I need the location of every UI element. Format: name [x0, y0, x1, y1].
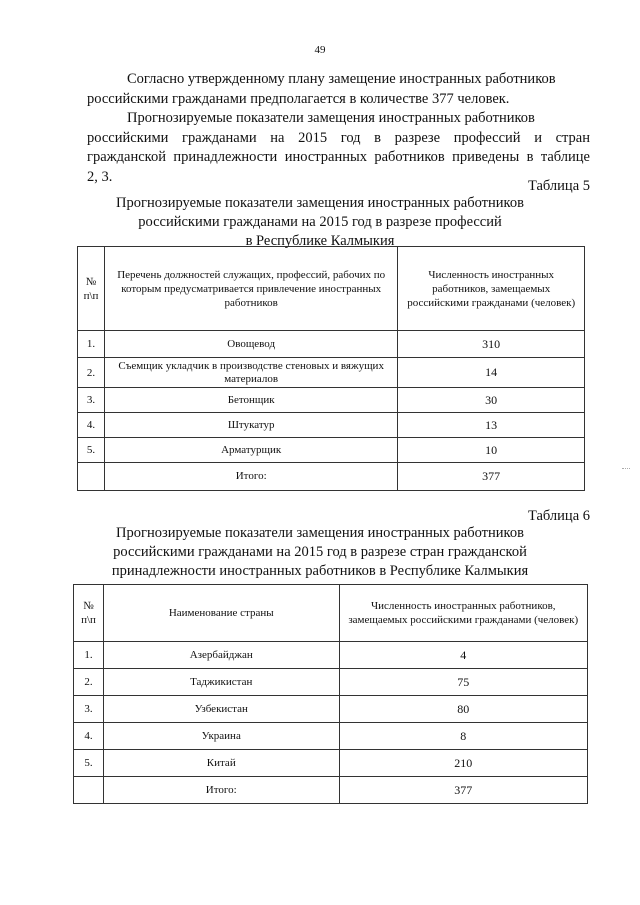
text-line: гражданской принадлежности иностранных работников приведены в таблице: [87, 149, 590, 165]
row-country: Китай: [103, 750, 339, 777]
header-count: Численность иностранных работников, замещаемых российскими гражданами (человек): [398, 247, 585, 331]
row-profession: Бетонщик: [104, 388, 397, 413]
header-count: Численность иностранных работников, замещаемых российскими гражданами (человек): [339, 585, 588, 642]
forecast-paragraph: [87, 109, 590, 187]
row-country: Азербайджан: [103, 642, 339, 669]
row-number: 5.: [78, 438, 105, 463]
table-header-row: [74, 585, 588, 642]
row-number: 2.: [78, 358, 105, 388]
row-number: 3.: [74, 696, 104, 723]
intro-paragraph: [87, 70, 590, 109]
row-count: 14: [398, 358, 585, 388]
total-label: Итого:: [103, 777, 339, 804]
row-number: 5.: [74, 750, 104, 777]
header-number: № п\п: [74, 585, 104, 642]
page-number: 49: [314, 44, 326, 56]
table-row: [78, 388, 585, 413]
table5-title: [0, 194, 640, 251]
row-profession: Арматурщик: [104, 438, 397, 463]
table-row: [78, 413, 585, 438]
header-profession: Перечень должностей служащих, профессий, рабочих по которым предусматривается привлечение иностранных работников: [104, 247, 397, 331]
table-header-row: [78, 247, 585, 331]
row-country: Таджикистан: [103, 669, 339, 696]
row-number: 4.: [74, 723, 104, 750]
row-count: 10: [398, 438, 585, 463]
table-row: [74, 696, 588, 723]
row-count: 310: [398, 331, 585, 358]
row-count: 30: [398, 388, 585, 413]
table-row: [74, 642, 588, 669]
table5-label: Таблица 5: [527, 178, 590, 194]
table-row: [78, 438, 585, 463]
title-line: принадлежности иностранных работников в Республике Калмыкия: [111, 563, 529, 579]
row-count: 75: [339, 669, 588, 696]
table6-title: [0, 524, 640, 581]
table-total-row: [78, 463, 585, 491]
total-label: Итого:: [104, 463, 397, 491]
text-line: Согласно утвержденному плану замещение иностранных работников: [127, 71, 556, 87]
row-country: Украина: [103, 723, 339, 750]
row-country: Узбекистан: [103, 696, 339, 723]
row-number: 4.: [78, 413, 105, 438]
table-row: [78, 358, 585, 388]
row-count: 210: [339, 750, 588, 777]
title-line: российскими гражданами на 2015 год в разрезе профессий: [138, 214, 502, 230]
row-number: 2.: [74, 669, 104, 696]
table-row: [74, 669, 588, 696]
table-total-row: [74, 777, 588, 804]
title-line: Прогнозируемые показатели замещения иностранных работников: [116, 525, 524, 541]
title-line: Прогнозируемые показатели замещения иностранных работников: [116, 195, 524, 211]
row-count: 4: [339, 642, 588, 669]
row-count: 13: [398, 413, 585, 438]
row-profession: Овощевод: [104, 331, 397, 358]
row-profession: Съемщик укладчик в производстве стеновых и вяжущих материалов: [104, 358, 397, 388]
professions-table: [77, 246, 585, 491]
text-line: Прогнозируемые показатели замещения иностранных работников: [127, 110, 535, 126]
row-count: 8: [339, 723, 588, 750]
header-country: Наименование страны: [103, 585, 339, 642]
total-value: 377: [339, 777, 588, 804]
table6-label: Таблица 6: [527, 508, 590, 524]
scan-mark: [622, 468, 630, 469]
total-number-cell: [74, 777, 104, 804]
row-number: 1.: [78, 331, 105, 358]
table-row: [74, 750, 588, 777]
total-number-cell: [78, 463, 105, 491]
row-count: 80: [339, 696, 588, 723]
row-number: 1.: [74, 642, 104, 669]
row-profession: Штукатур: [104, 413, 397, 438]
text-line: российскими гражданами предполагается в количестве 377 человек.: [87, 90, 510, 107]
text-line: 2, 3.: [87, 168, 113, 185]
countries-table: [73, 584, 588, 804]
title-line: в Республике Калмыкия: [245, 233, 395, 249]
total-value: 377: [398, 463, 585, 491]
text-line: российскими гражданами на 2015 год в разрезе профессий и стран: [87, 129, 590, 146]
table-row: [74, 723, 588, 750]
row-number: 3.: [78, 388, 105, 413]
table-row: [78, 331, 585, 358]
title-line: российскими гражданами на 2015 год в разрезе стран гражданской: [113, 544, 527, 560]
header-number: № п\п: [78, 247, 105, 331]
